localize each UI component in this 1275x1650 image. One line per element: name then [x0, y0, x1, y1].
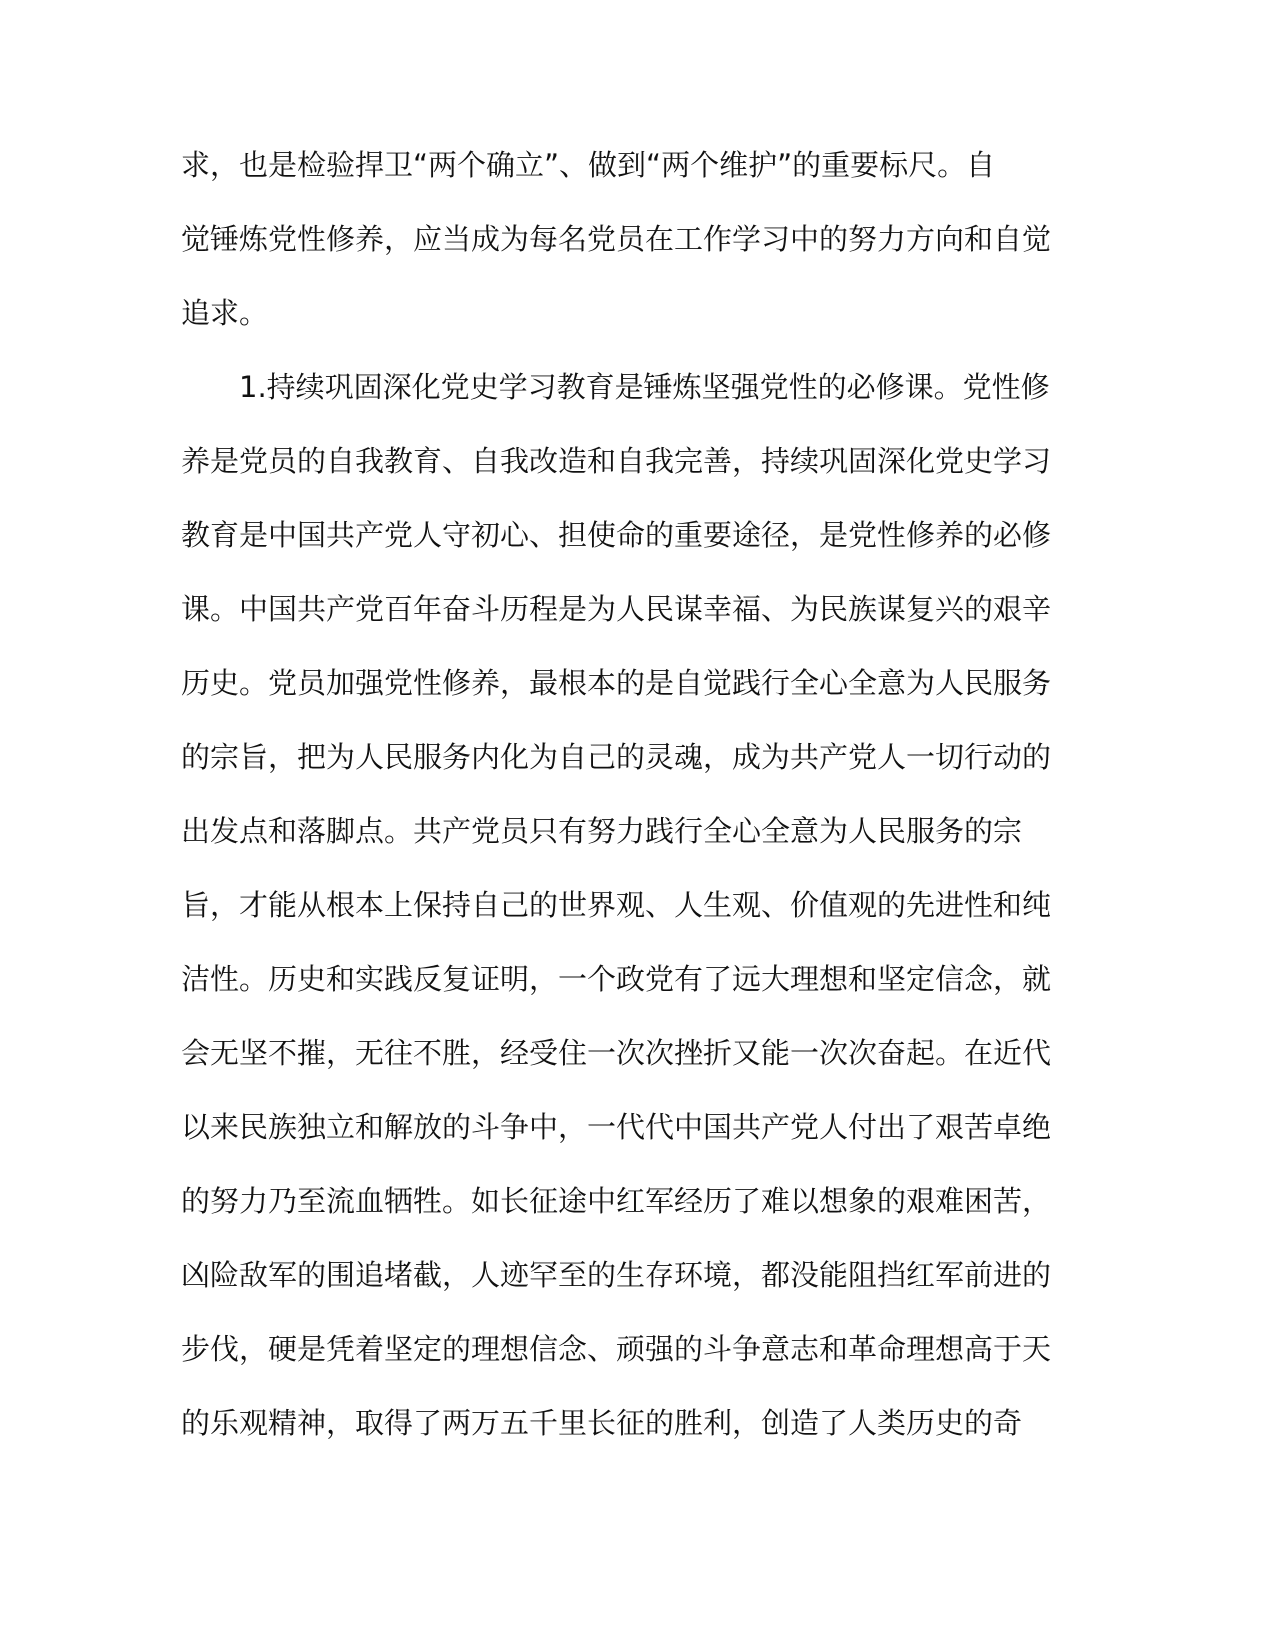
text-line: 凶险敌军的围追堵截，人迹罕至的生存环境，都没能阻挡红军前进的 [181, 1258, 1052, 1292]
text-line: 出发点和落脚点。共产党员只有努力践行全心全意为人民服务的宗 [181, 814, 1023, 848]
text-line: 的乐观精神，取得了两万五千里长征的胜利，创造了人类历史的奇 [181, 1406, 1023, 1440]
text-line: 洁性。历史和实践反复证明，一个政党有了远大理想和坚定信念，就 [181, 962, 1052, 996]
text-line: 步伐，硬是凭着坚定的理想信念、顽强的斗争意志和革命理想高于天 [181, 1332, 1052, 1366]
text-line: 养是党员的自我教育、自我改造和自我完善，持续巩固深化党史学习 [181, 444, 1052, 478]
text-line: 以来民族独立和解放的斗争中，一代代中国共产党人付出了艰苦卓绝 [181, 1110, 1052, 1144]
text-line: 会无坚不摧，无往不胜，经受住一次次挫折又能一次次奋起。在近代 [181, 1036, 1052, 1070]
text-line: 的宗旨，把为人民服务内化为自己的灵魂，成为共产党人一切行动的 [181, 740, 1052, 774]
text-line: 课。中国共产党百年奋斗历程是为人民谋幸福、为民族谋复兴的艰辛 [181, 592, 1052, 626]
text-line: 求，也是检验捍卫“两个确立”、做到“两个维护”的重要标尺。自 [181, 148, 996, 182]
text-line: 历史。党员加强党性修养，最根本的是自觉践行全心全意为人民服务 [181, 666, 1052, 700]
text-line: 追求。 [181, 296, 269, 330]
text-line: 教育是中国共产党人守初心、担使命的重要途径，是党性修养的必修 [181, 518, 1052, 552]
body-text [181, 128, 1052, 1460]
section-heading-line: 1.持续巩固深化党史学习教育是锤炼坚强党性的必修课。党性修 [239, 370, 1050, 404]
text-line: 的努力乃至流血牺牲。如长征途中红军经历了难以想象的艰难困苦， [181, 1184, 1052, 1218]
text-line: 旨，才能从根本上保持自己的世界观、人生观、价值观的先进性和纯 [181, 888, 1052, 922]
text-line: 觉锤炼党性修养，应当成为每名党员在工作学习中的努力方向和自觉 [181, 222, 1052, 256]
